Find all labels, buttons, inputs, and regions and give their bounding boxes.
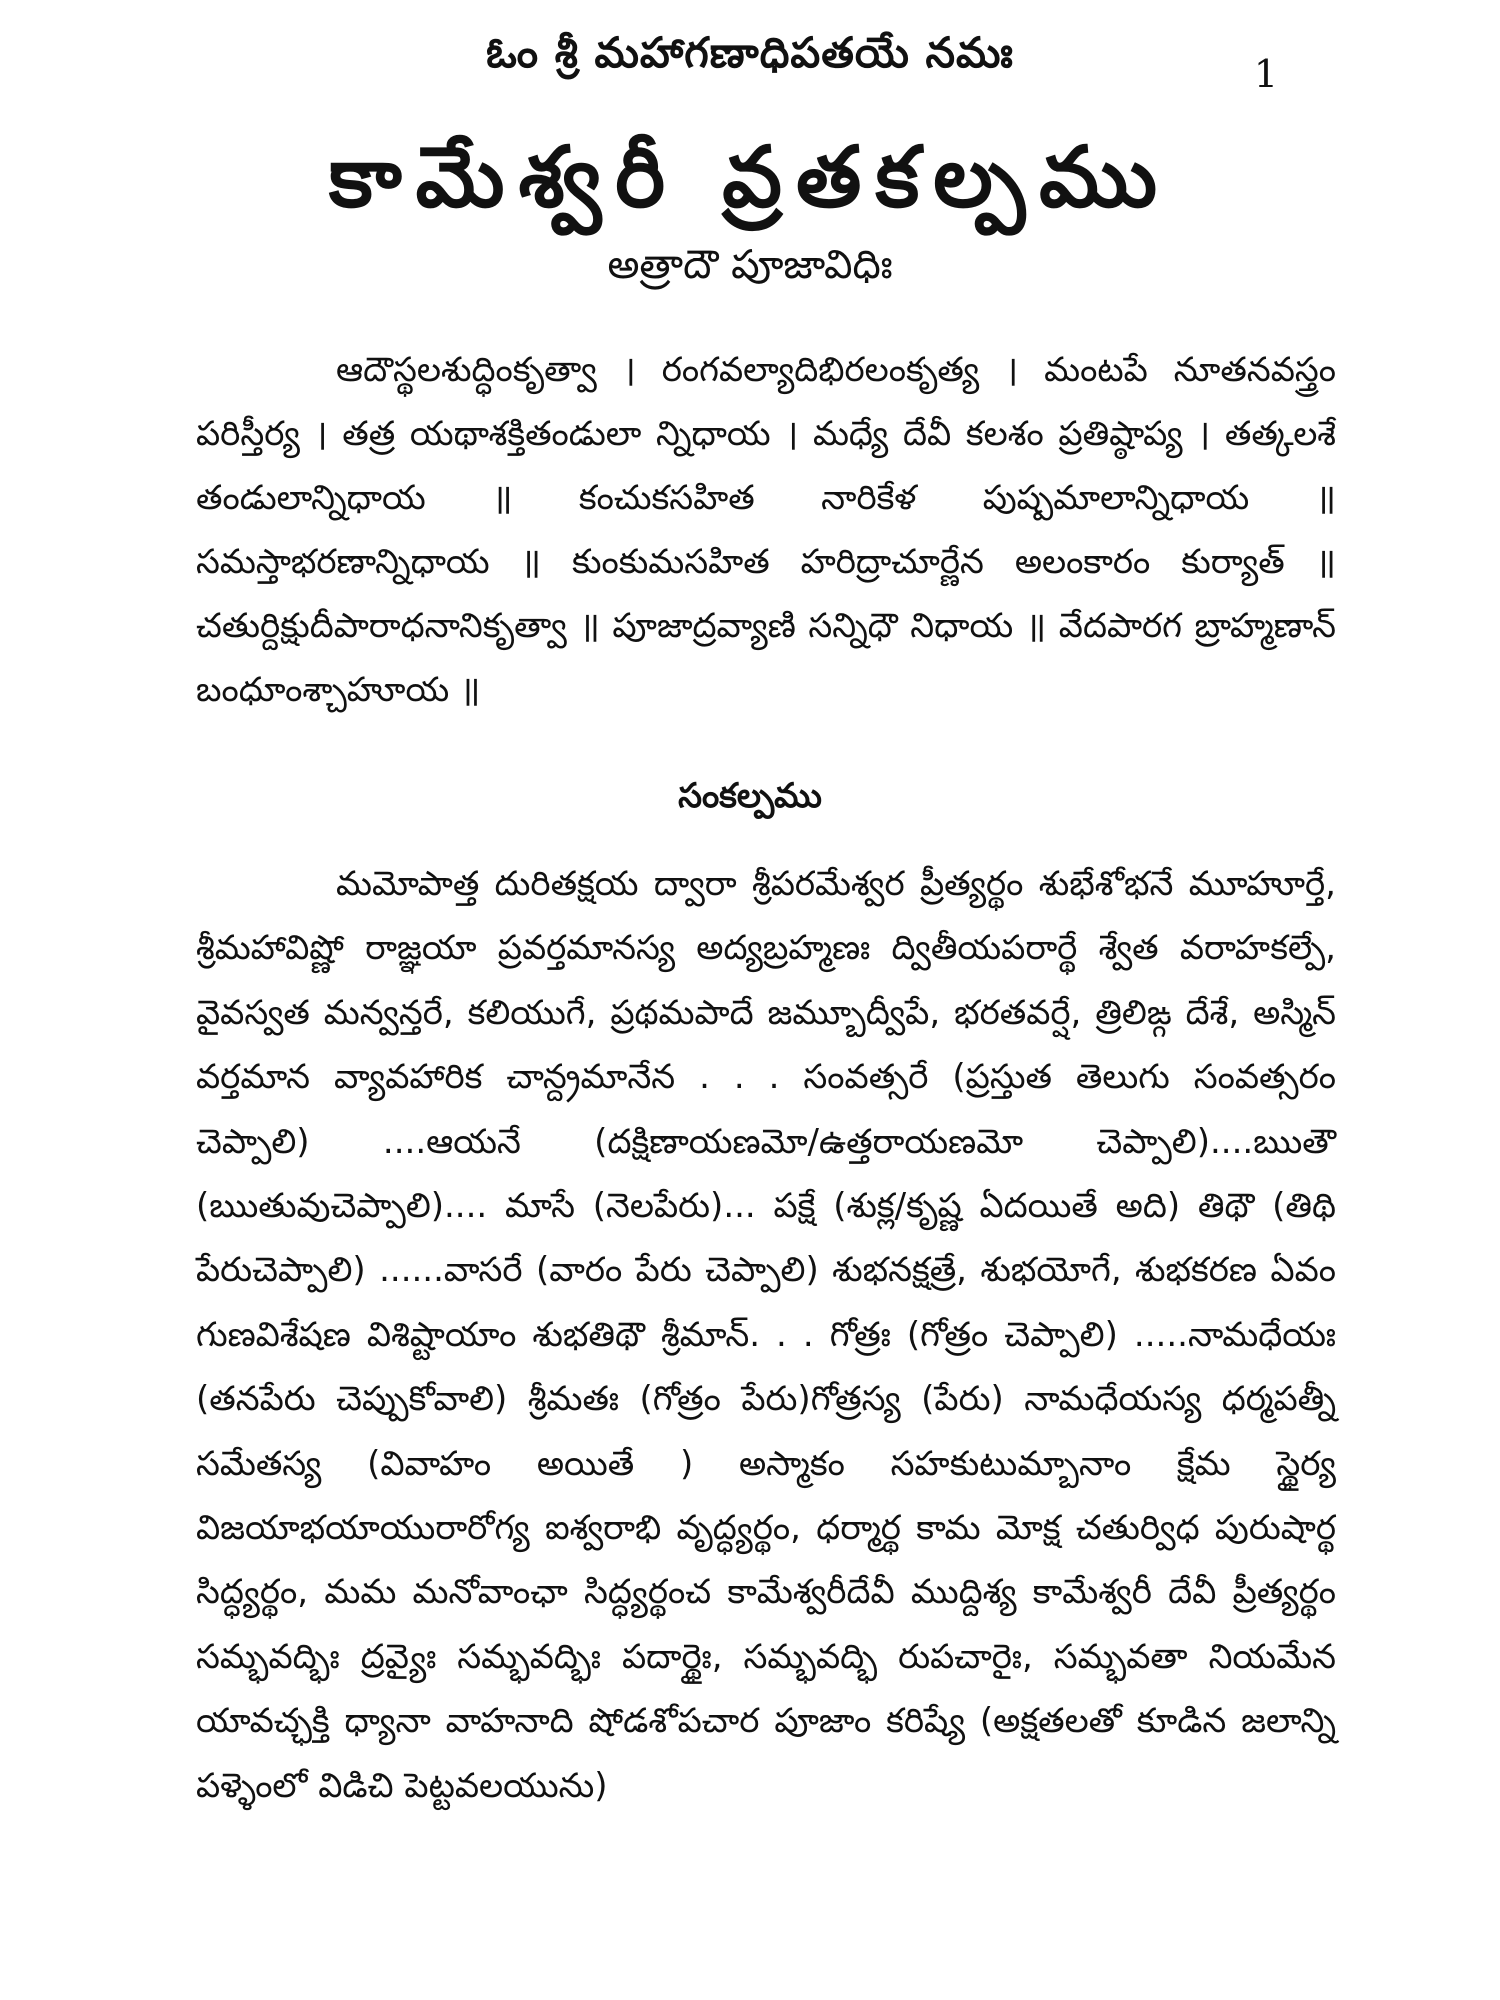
invocation-line: ఓం శ్రీ మహాగణాధిపతయే నమః <box>486 28 1014 77</box>
section-heading-sankalpa: సంకల్పము <box>678 776 822 816</box>
page-title: కామేశ్వరీ వ్రతకల్పము <box>328 128 1172 226</box>
page-number: 1 <box>1253 52 1278 96</box>
intro-paragraph: ఆదౌస్థలశుద్ధింకృత్వా । రంగవల్యాదిభిరలంకృత్య । మంటపే నూతనవస్త్రం పరిస్తీర్య । తత్ర యథాశక్తితండులా న్నిధాయ । మధ్యే దేవీ కలశం ప్రతిష్ఠాప్య । తత్కలశే తండులాన్నిధాయ ॥ కంచుకసహిత నారికేళ పుష్పమాలాన్నిధాయ ॥ సమస్తాభరణాన్నిధాయ ॥ కుంకుమసహిత హరిద్రాచూర్ణేన అలంకారం కుర్యాత్ ॥ చతుర్దిక్షుదీపారాధనానికృత్వా ॥ పూజాద్రవ్యాణి సన్నిధౌ నిధాయ ॥ వేదపారగ బ్రాహ్మణాన్ బంధూంశ్చాహూయ ॥ <box>196 350 1336 710</box>
sankalpa-paragraph: మమోపాత్త దురితక్షయ ద్వారా శ్రీపరమేశ్వర ప్రీత్యర్థం శుభేశోభనే మూహూర్తే, శ్రీమహావిష్ణో రాజ్ఞయా ప్రవర్తమానస్య అద్యబ్రహ్మణః ద్వితీయపరార్థే శ్వేత వరాహకల్పే, వైవస్వత మన్వన్తరే, కలియుగే, ప్రథమపాదే జమ్బూద్వీపే, భరతవర్షే, త్రిలిఙ్గ దేశే, అస్మిన్ వర్తమాన వ్యావహారిక చాన్ద్రమానేన . . . సంవత్సరే (ప్రస్తుత తెలుగు సంవత్సరం చెప్పాలి) ....ఆయనే (దక్షిణాయణమో/ఉత్తరాయణమో చెప్పాలి)....ఋతౌ (ఋతువుచెప్పాలి).... మాసే (నెలపేరు)... పక్షే (శుక్ల/కృష్ణ ఏదయితే అది) తిథౌ (తిథి పేరుచెప్పాలి) ......వాసరే (వారం పేరు చెప్పాలి) శుభనక్షత్రే, శుభయోగే, శుభకరణ ఏవం గుణవిశేషణ విశిష్టాయాం శుభతిథౌ శ్రీమాన్. . . గోత్రః (గోత్రం చెప్పాలి) .....నామధేయః (తనపేరు చెప్పుకోవాలి) శ్రీమతః (గోత్రం పేరు)గోత్రస్య (పేరు) నామధేయస్య ధర్మపత్నీ సమేతస్య (వివాహం అయితే ) అస్మాకం సహకుటుమ్బానాం క్షేమ స్థైర్య విజయాభయాయురారోగ్య ఐశ్వరాభి వృద్ధ్యర్థం, ధర్మార్థ కామ మోక్ష చతుర్విధ పురుషార్థ సిద్ధ్యర్థం, మమ మనోవాంఛా సిద్ధ్యర్థంచ కామేశ్వరీదేవీ ముద్దిశ్య కామేశ్వరీ దేవీ ప్రీత్యర్థం సమ్భవద్భిః ద్రవ్యైః సమ్భవద్భిః పదార్థైః, సమ్భవద్భి రుపచారైః, సమ్భవతా నియమేన యావచ్ఛక్తి ధ్యానా వాహనాది షోడశోపచార పూజాం కరిష్యే (అక్షతలతో కూడిన జలాన్ని పళ్ళెంలో విడిచి పెట్టవలయును) <box>196 864 1336 1806</box>
page-subtitle: అత్రాదౌ పూజావిధిః <box>607 242 893 288</box>
